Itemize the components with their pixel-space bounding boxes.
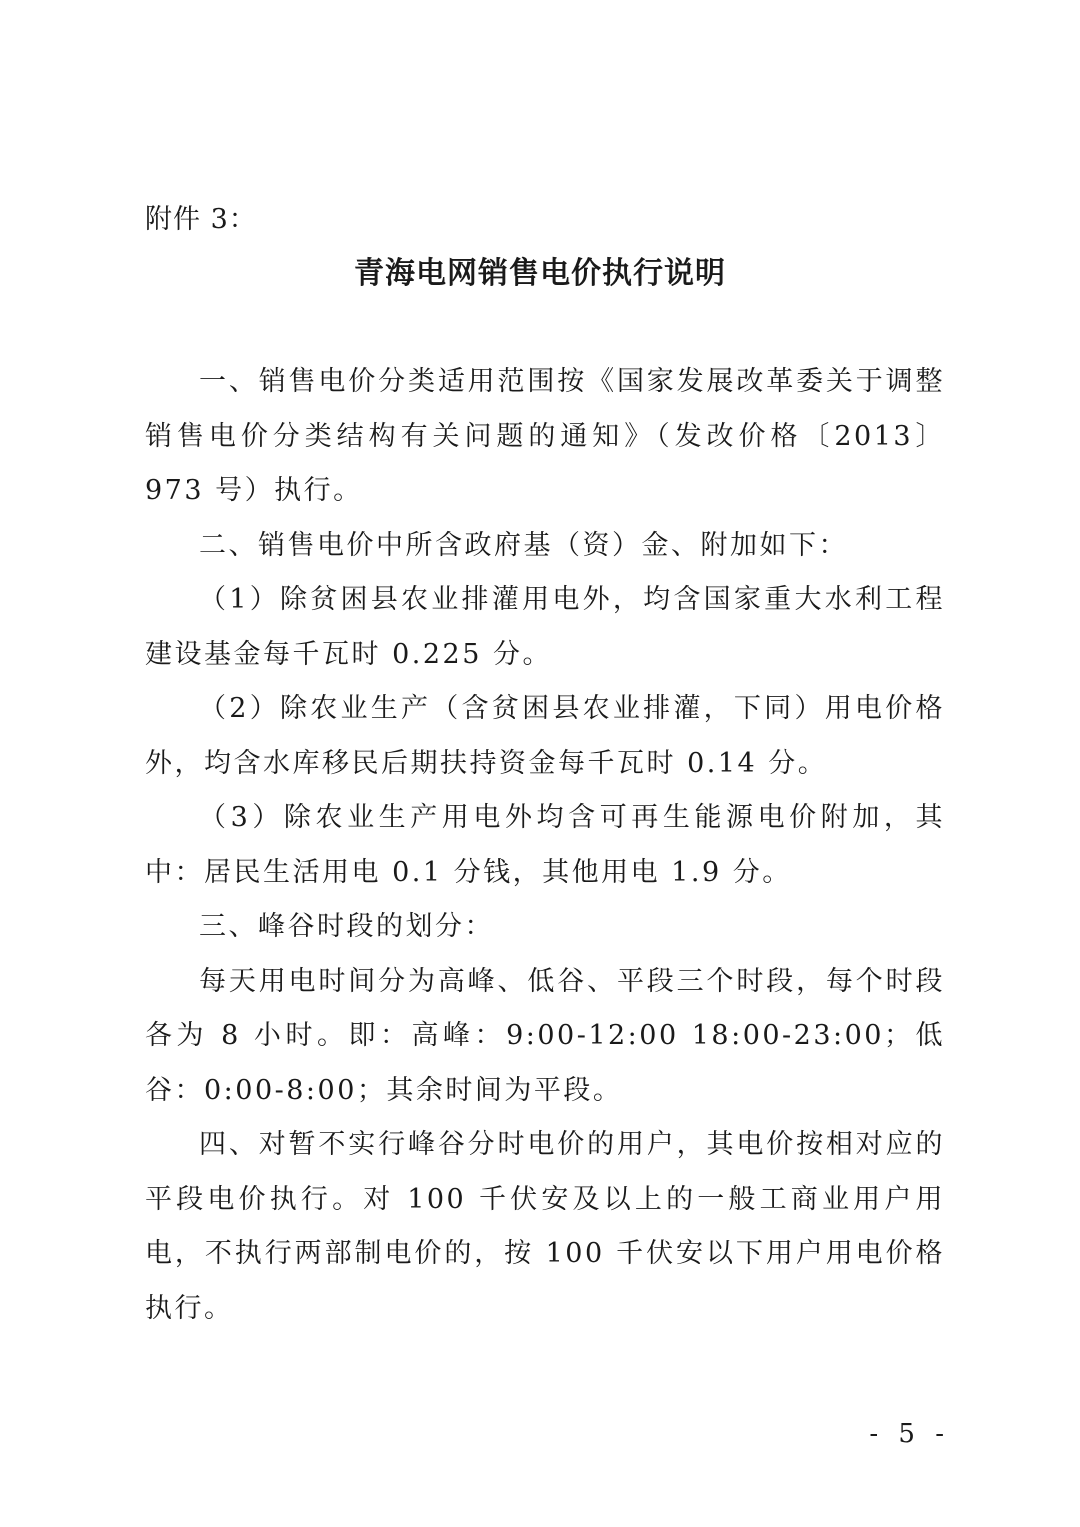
- paragraph-flat-rate: 四、对暂不实行峰谷分时电价的用户，其电价按相对应的平段电价执行。对 100 千伏安及以上的一般工商业用户用电，不执行两部制电价的，按 100 千伏安以下用户用电价格执行。: [145, 1129, 945, 1324]
- paragraph-fund-item-3: （3）除农业生产用电外均含可再生能源电价附加，其中：居民生活用电 0.1 分钱，其他用电 1.9 分。: [145, 802, 945, 888]
- paragraph-funds-heading: 二、销售电价中所含政府基（资）金、附加如下：: [199, 529, 848, 561]
- document-title: 青海电网销售电价执行说明: [354, 256, 726, 291]
- paragraph-fund-item-1: （1）除贫困县农业排灌用电外，均含国家重大水利工程建设基金每千瓦时 0.225 分。: [145, 584, 945, 670]
- paragraph-peak-valley-detail: 每天用电时间分为高峰、低谷、平段三个时段，每个时段各为 8 小时。即：高峰：9:00-12:00 18:00-23:00；低谷：0:00-8:00；其余时间为平段。: [145, 965, 945, 1106]
- attachment-label: 附件 3：: [145, 204, 257, 235]
- page-number: - 5 -: [869, 1419, 950, 1449]
- paragraph-peak-valley-heading: 三、峰谷时段的划分：: [199, 911, 494, 942]
- document-body: [145, 355, 945, 1336]
- paragraph-scope: 一、销售电价分类适用范围按《国家发展改革委关于调整销售电价分类结构有关问题的通知》（发改价格〔2013〕973 号）执行。: [145, 366, 945, 506]
- paragraph-fund-item-2: （2）除农业生产（含贫困县农业排灌，下同）用电价格外，均含水库移民后期扶持资金每千瓦时 0.14 分。: [145, 693, 945, 779]
